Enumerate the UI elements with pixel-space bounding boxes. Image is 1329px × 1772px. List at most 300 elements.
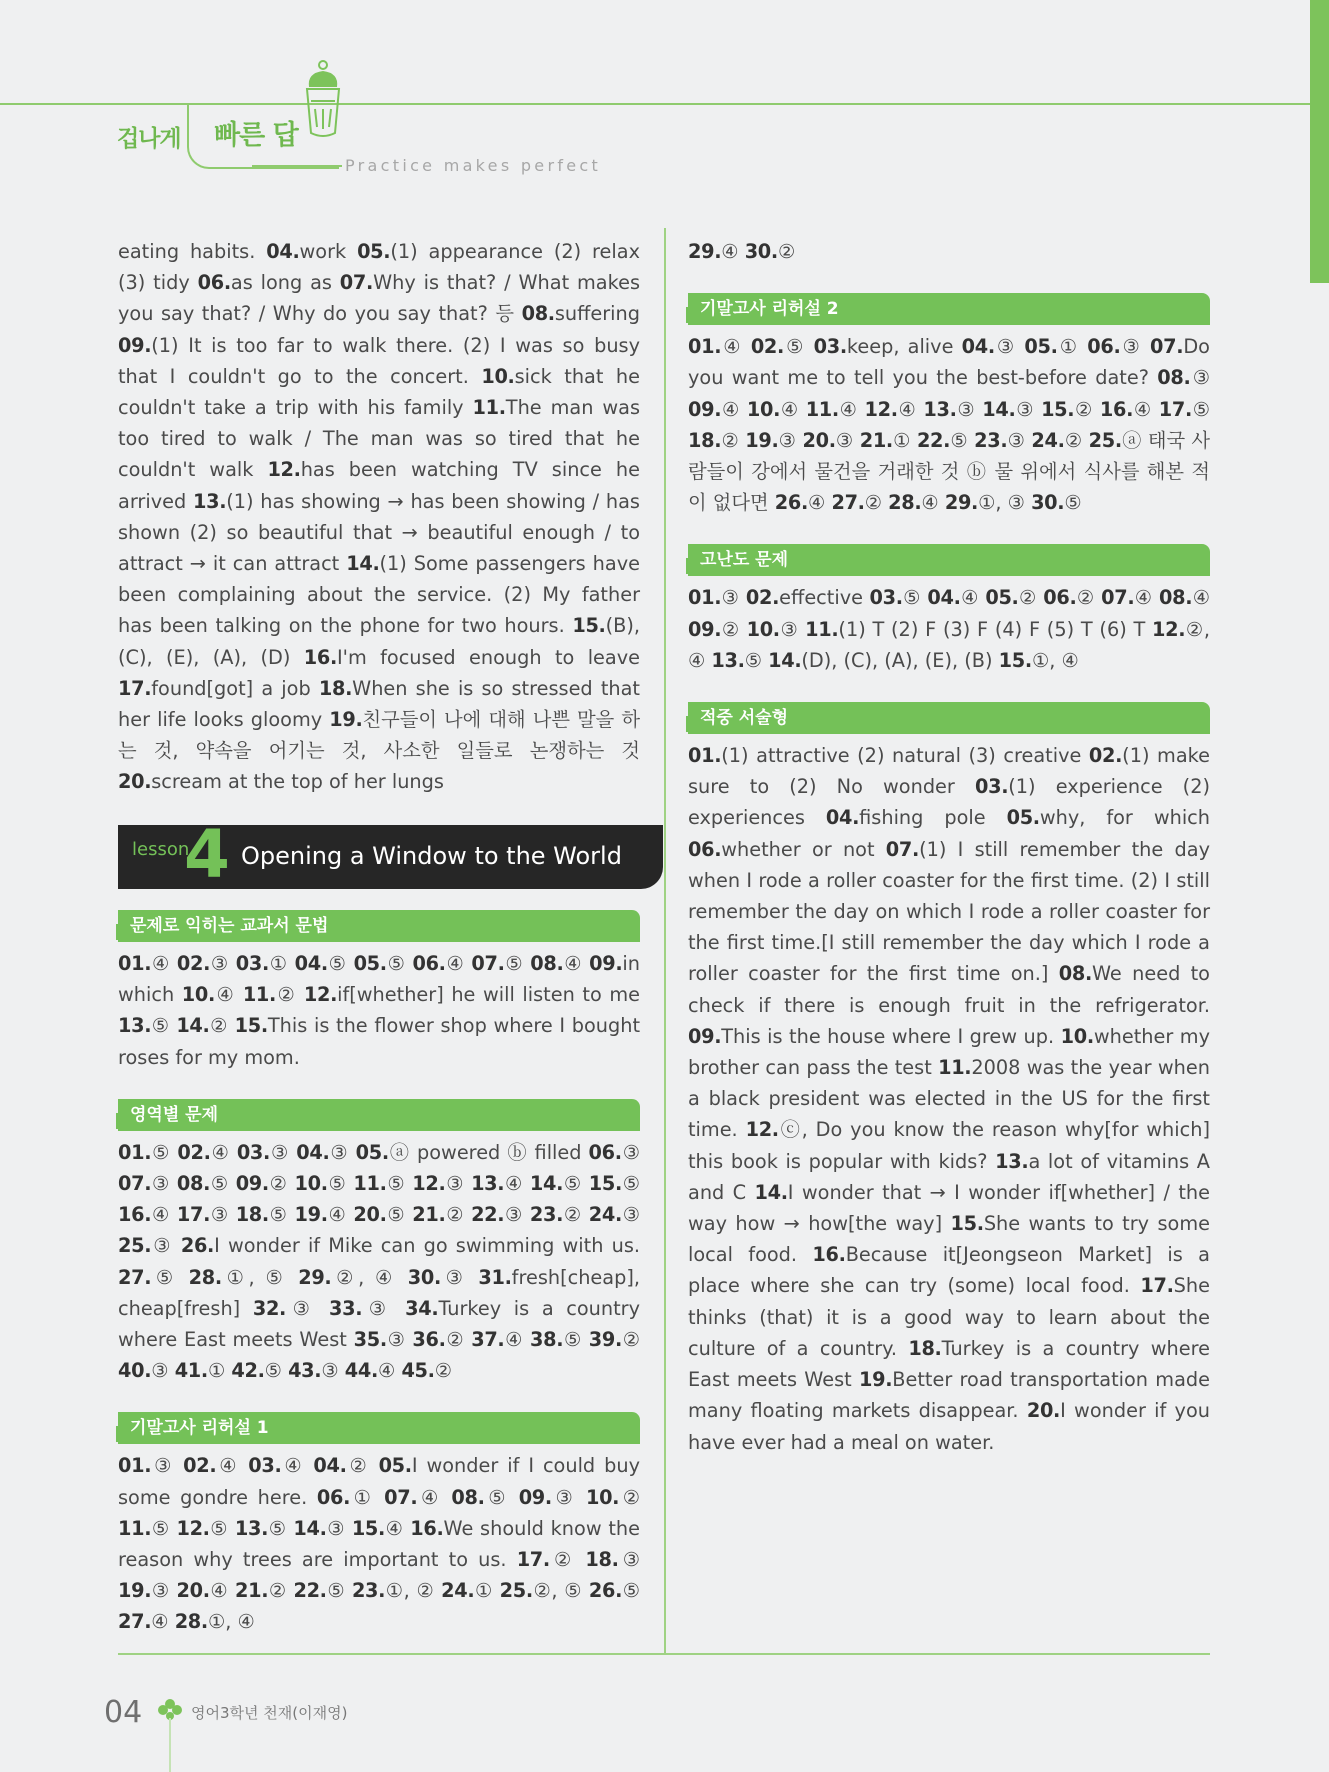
answer-text: ⑤	[504, 952, 531, 975]
item-number: 10.	[746, 617, 780, 641]
item-number: 01.	[118, 1140, 152, 1164]
item-number: 17.	[1158, 397, 1193, 421]
item-number: 41.	[174, 1359, 208, 1383]
answer-text: ③	[386, 1328, 413, 1352]
item-number: 27.	[118, 1265, 152, 1289]
item-number: 38.	[529, 1328, 564, 1352]
item-number: 07.	[339, 271, 374, 295]
item-number: 11.	[118, 1516, 152, 1540]
section-answers	[688, 331, 1210, 518]
answer-text: ④	[385, 1516, 411, 1540]
lesson-banner	[118, 816, 663, 893]
answer-text: ④	[151, 952, 177, 975]
item-number: 17.	[1140, 1274, 1174, 1298]
answer-text: This is the flower shop where I bought roses for my mom.	[118, 1014, 640, 1069]
item-number: 05.	[355, 1140, 389, 1164]
answer-text: ④	[445, 952, 472, 975]
item-number: 07.	[384, 1485, 418, 1509]
answer-text: as long as	[230, 271, 340, 295]
answer-text: ②, ④	[331, 1265, 408, 1289]
item-number: 05.	[985, 586, 1019, 610]
item-number: 23.	[351, 1579, 386, 1603]
answer-text: ⑤	[386, 1203, 413, 1227]
item-number: 03.	[235, 952, 270, 975]
answer-text: We should know the reason why trees are important to us.	[118, 1516, 640, 1572]
item-number: 04.	[266, 240, 300, 263]
item-number: 04.	[296, 1140, 330, 1164]
answer-text: ③	[210, 1203, 236, 1227]
item-number: 02.	[1088, 744, 1123, 768]
item-number: 16.	[410, 1516, 444, 1540]
item-number: 12.	[267, 458, 301, 482]
answer-text: ③	[321, 1359, 345, 1383]
item-number: 08.	[1159, 586, 1193, 610]
item-number: 18.	[318, 676, 353, 700]
answers-lesson3-cont	[118, 236, 640, 798]
answer-text: ⑤	[210, 1172, 236, 1196]
item-number: 04.	[313, 1454, 347, 1478]
answer-text: ④	[504, 1328, 530, 1352]
item-number: 10.	[481, 364, 515, 388]
answers-cont	[688, 236, 1210, 267]
answer-text: eating habits.	[118, 240, 267, 263]
item-number: 03.	[813, 335, 847, 359]
item-number: 16.	[812, 1243, 846, 1267]
tagline: Practice makes perfect	[345, 156, 602, 175]
item-number: 42.	[231, 1359, 265, 1383]
answer-text: ③	[151, 1579, 177, 1603]
item-number: 29.	[298, 1265, 332, 1289]
answer-text: ③	[504, 1203, 530, 1227]
item-number: 11.	[242, 983, 277, 1007]
answer-text: fresh[cheap], cheap[fresh]	[118, 1265, 641, 1320]
item-number: 05.	[1024, 335, 1058, 359]
item-number: 15.	[1041, 397, 1075, 421]
answer-text: ③	[779, 617, 806, 641]
item-number: 18.	[585, 1548, 619, 1572]
item-number: 06.	[1087, 335, 1121, 359]
item-number: 10.	[585, 1485, 620, 1509]
item-number: 01.	[688, 335, 722, 359]
book-title: 영어3학년 천재(이재영)	[191, 1704, 348, 1722]
answer-text: (1) attractive (2) natural (3) creative	[721, 744, 1089, 768]
item-number: 20.	[1026, 1399, 1061, 1423]
item-number: 09.	[589, 952, 623, 975]
item-number: 14.	[768, 648, 802, 672]
answer-text: ②	[721, 428, 746, 452]
item-number: 12.	[864, 397, 898, 421]
answer-text: ②	[276, 983, 304, 1007]
item-number: 02.	[750, 335, 785, 359]
item-number: 12.	[1152, 617, 1186, 641]
section-answers	[118, 1450, 640, 1637]
answer-text: ⑤	[268, 1203, 295, 1227]
section-title: 기말고사 리허설 2	[688, 293, 1210, 325]
item-number: 14.	[982, 397, 1016, 421]
answer-text: ④	[808, 491, 832, 515]
answer-text: ⑤	[268, 1516, 294, 1540]
lesson-number: 4	[184, 816, 230, 893]
item-number: 10.	[294, 1172, 328, 1196]
answer-text: ④	[1134, 586, 1160, 610]
answer-text: She wants to try some local food.	[688, 1212, 1210, 1267]
answer-text: (1) T (2) F (3) F (4) F (5) T (6) T	[838, 617, 1153, 641]
item-number: 03.	[869, 586, 903, 610]
item-number: 01.	[118, 1454, 152, 1478]
item-number: 08.	[521, 302, 555, 326]
answer-text: ⑤	[744, 648, 769, 672]
item-number: 45.	[401, 1359, 435, 1383]
answer-text: ③	[151, 1359, 175, 1383]
answer-text: Turkey is a country where East meets West	[118, 1296, 641, 1352]
answer-text: ③	[270, 1140, 297, 1164]
answer-text: ①	[269, 952, 295, 975]
item-number: 07.	[118, 1172, 152, 1196]
answer-text: (1) I still remember the day when I rode a roller coaster for the first time. (2) I still remember the day on which I rode a roller coaster for the first time.[I still remember the day which I rode a roller coaster for the first time on.]	[688, 837, 1210, 986]
answer-text: ④	[417, 1485, 452, 1509]
answer-text: Because it[Jeongseon Market] is a place where she can try (some) local food.	[688, 1243, 1210, 1298]
answer-text: ①	[892, 428, 917, 452]
item-number: 10.	[181, 983, 216, 1007]
answer-text: has been watching TV since he arrived	[118, 458, 640, 513]
answer-text: ④	[327, 1203, 354, 1227]
item-number: 21.	[412, 1203, 446, 1227]
item-number: 03.	[236, 1140, 271, 1164]
answer-text: ③	[326, 1516, 352, 1540]
answer-text: a lot of vitamins A and C	[688, 1149, 1210, 1204]
answer-text: I wonder if I could buy some gondre here.	[118, 1454, 640, 1509]
item-number: 24.	[1031, 428, 1065, 452]
item-number: 13.	[234, 1516, 269, 1540]
item-number: 28.	[174, 1610, 208, 1634]
answer-text: ⑤	[386, 952, 413, 975]
item-number: 12.	[412, 1172, 446, 1196]
answer-text: ①, ⑤	[221, 1265, 299, 1289]
answer-text: (1) experience (2) experiences	[688, 775, 1210, 830]
answer-text: ③	[1015, 397, 1042, 421]
item-number: 07.	[885, 837, 920, 861]
answer-text: (D), (C), (A), (E), (B)	[801, 648, 999, 672]
answer-text: ③	[1190, 366, 1210, 390]
answer-text: ④	[151, 1610, 175, 1634]
item-number: 06.	[688, 837, 722, 861]
item-number: 39.	[588, 1328, 623, 1352]
answer-text: ⑤	[563, 1172, 589, 1196]
item-number: 16.	[1099, 397, 1134, 421]
answer-text: ①	[1057, 335, 1088, 359]
item-number: 22.	[293, 1579, 327, 1603]
item-number: 28.	[888, 491, 922, 515]
item-number: 05.	[1006, 806, 1040, 830]
answer-text: ⑤	[950, 428, 975, 452]
item-number: 35.	[353, 1328, 387, 1352]
answer-text: ③	[1120, 335, 1151, 359]
column-divider	[664, 228, 666, 1653]
item-number: 13.	[995, 1149, 1029, 1173]
item-number: 08.	[530, 952, 564, 975]
answer-text: ④	[721, 397, 747, 421]
answer-text: ①, ②	[385, 1579, 442, 1603]
answer-text: Better road transportation made many floating markets disappear.	[688, 1368, 1210, 1423]
item-number: 19.	[329, 708, 363, 732]
answer-text: ②	[1064, 428, 1089, 452]
item-number: 30.	[407, 1265, 441, 1289]
item-number: 09.	[688, 617, 722, 641]
answer-text: ③	[286, 1296, 329, 1320]
item-number: 13.	[192, 489, 227, 513]
item-number: 25.	[499, 1579, 533, 1603]
answer-text: I'm focused enough to leave	[336, 645, 640, 669]
left-column-top	[118, 236, 640, 798]
answer-text: ⓐ powered ⓑ filled	[388, 1140, 589, 1164]
answer-text: Turkey is a country where East meets West	[688, 1336, 1210, 1392]
item-number: 20.	[353, 1203, 387, 1227]
answer-text: ③	[445, 1172, 472, 1196]
answer-text: ⑤	[151, 1140, 178, 1164]
item-number: 20.	[176, 1579, 210, 1603]
answer-text: ①, ③	[978, 491, 1032, 515]
item-number: 21.	[234, 1579, 269, 1603]
item-number: 17.	[176, 1203, 211, 1227]
answer-text: ②	[1076, 586, 1102, 610]
item-number: 04.	[294, 952, 328, 975]
section-title: 영역별 문제	[118, 1099, 640, 1131]
section-answers	[118, 1137, 640, 1387]
item-number: 36.	[412, 1328, 446, 1352]
item-number: 02.	[745, 586, 780, 610]
item-number: 14.	[293, 1516, 327, 1540]
answer-text: ③	[551, 1485, 586, 1509]
item-number: 01.	[688, 586, 722, 610]
answer-text: ②	[549, 1548, 586, 1572]
item-number: 19.	[745, 428, 779, 452]
answer-text: ④	[721, 240, 745, 263]
answer-text: ②	[1074, 397, 1100, 421]
item-number: 24.	[588, 1203, 623, 1227]
answer-text: sick that he couldn't take a trip with his family	[118, 364, 640, 420]
item-number: 18.	[688, 428, 722, 452]
answer-text: The man was too tired to walk / The man was so tired that he couldn't walk	[118, 396, 640, 482]
answer-text: (B), (C), (E), (A), (D)	[118, 614, 640, 669]
lesson-title: Opening a Window to the World	[241, 842, 622, 870]
answer-text: ②	[434, 1359, 452, 1383]
answer-text: I wonder if Mike can go swimming with us.	[214, 1234, 640, 1258]
item-number: 27.	[831, 491, 865, 515]
item-number: 07.	[1150, 335, 1184, 359]
answer-text: ④	[721, 335, 751, 359]
answer-text: ④	[378, 1359, 402, 1383]
item-number: 05.	[357, 240, 391, 263]
item-number: 02.	[183, 1454, 217, 1478]
item-number: 18.	[908, 1336, 942, 1360]
answer-text: ③	[778, 428, 803, 452]
answer-text: When she is so stressed that her life looks gloomy	[118, 676, 640, 732]
item-number: 23.	[974, 428, 1008, 452]
answer-text: ⓐ 태국 사람들이 강에서 물건을 거래한 것 ⓑ 물 위에서 식사를 해본 적이 없다면	[688, 428, 1211, 515]
answer-text: We need to check if there is enough fruit in the refrigerator.	[688, 962, 1210, 1017]
item-number: 09.	[688, 1024, 722, 1048]
item-number: 20.	[802, 428, 836, 452]
item-number: 06.	[412, 952, 446, 975]
item-number: 32.	[252, 1296, 287, 1320]
answer-text: ③	[622, 1203, 641, 1227]
item-number: 02.	[176, 952, 211, 975]
section-title: 문제로 익히는 교과서 문법	[118, 910, 640, 942]
item-number: 11.	[472, 396, 506, 420]
answer-text: ②	[622, 1328, 641, 1352]
answer-text: ①, ④	[207, 1610, 255, 1634]
item-number: 40.	[118, 1359, 152, 1383]
item-number: 13.	[711, 648, 745, 672]
item-number: 10.	[746, 397, 781, 421]
item-number: 17.	[516, 1548, 550, 1572]
item-number: 31.	[478, 1265, 512, 1289]
answer-text: ④	[960, 586, 986, 610]
answer-text: ④	[504, 1172, 530, 1196]
item-number: 16.	[303, 645, 337, 669]
answer-text: ⑤	[326, 1579, 352, 1603]
section-answers	[688, 740, 1210, 1458]
answer-text: ⑤	[264, 1359, 289, 1383]
item-number: 25.	[1088, 428, 1122, 452]
answer-text: if[whether] he will listen to me	[337, 983, 640, 1007]
item-number: 14.	[176, 1014, 210, 1038]
item-number: 08.	[451, 1485, 485, 1509]
answer-text: I wonder that → I wonder if[whether] / the way how → how[the way]	[688, 1180, 1210, 1236]
answer-text: ③	[835, 428, 860, 452]
answer-text: ⑤	[484, 1485, 519, 1509]
item-number: 09.	[688, 397, 722, 421]
answer-text: ②	[445, 1203, 472, 1227]
answer-text: ④	[563, 952, 590, 975]
answer-text: ②, ④	[688, 617, 1210, 672]
right-column	[688, 236, 1210, 1458]
answer-text: ②	[721, 617, 747, 641]
answer-text: 2008 was the year when a black president was elected in the US for the first time.	[688, 1056, 1210, 1142]
footer-rule	[169, 1718, 171, 1772]
answer-text: ②	[1018, 586, 1044, 610]
item-number: 04.	[961, 335, 995, 359]
answer-text: ③	[994, 335, 1025, 359]
answer-text: scream at the top of her lungs	[151, 770, 444, 794]
answer-text: ③	[210, 952, 236, 975]
item-number: 27.	[118, 1610, 152, 1634]
item-number: 25.	[118, 1234, 152, 1258]
cupcake-icon	[301, 57, 345, 141]
answer-text: ③	[621, 1140, 641, 1164]
answer-text: ③	[618, 1548, 640, 1572]
answer-text: ⑤	[151, 1265, 189, 1289]
answer-text: Do you want me to tell you the best-before date?	[688, 335, 1210, 390]
brand-small-text: 겁나게	[117, 126, 181, 152]
item-number: 26.	[774, 491, 809, 515]
answer-text: ⑤	[1192, 397, 1211, 421]
answer-text: ②	[445, 1328, 472, 1352]
answer-text: I wonder if you have ever had a meal on water.	[688, 1399, 1210, 1454]
item-number: 01.	[688, 744, 722, 768]
answer-text: ①	[207, 1359, 232, 1383]
item-number: 11.	[805, 397, 839, 421]
answer-text: ⑤	[784, 335, 814, 359]
answer-text: ①	[474, 1579, 500, 1603]
answer-text: ⑤	[386, 1172, 413, 1196]
answer-text: ④	[780, 397, 806, 421]
answer-text: ④	[921, 491, 945, 515]
item-number: 03.	[974, 775, 1009, 799]
item-number: 12.	[745, 1118, 779, 1142]
item-number: 30.	[744, 240, 778, 263]
item-number: 22.	[916, 428, 951, 452]
item-number: 18.	[235, 1203, 269, 1227]
answer-text: ③	[721, 586, 746, 610]
answer-text: ④	[209, 1579, 235, 1603]
answer-text: ④	[1192, 586, 1211, 610]
item-number: 13.	[118, 1014, 152, 1038]
answer-text: ⑤	[209, 1516, 235, 1540]
item-number: 03.	[248, 1454, 282, 1478]
item-number: 09.	[518, 1485, 552, 1509]
answer-text: ②	[209, 1014, 235, 1038]
item-number: 12.	[303, 983, 338, 1007]
answer-text: ②	[777, 240, 796, 263]
answer-text: ②	[563, 1203, 589, 1227]
item-number: 04.	[927, 586, 961, 610]
item-number: 07.	[471, 952, 505, 975]
answer-text: ①, ④	[1031, 648, 1079, 672]
answer-text: ⑤	[151, 1014, 177, 1038]
answer-text: ③	[956, 397, 983, 421]
answer-text: ③	[329, 1140, 356, 1164]
answer-text: ⓒ, Do you know the reason why[for which] this book is popular with kids?	[688, 1118, 1210, 1173]
answer-text: ⑤	[902, 586, 928, 610]
answer-text: ②	[268, 1579, 294, 1603]
answer-text: whether my brother can pass the test	[688, 1024, 1210, 1080]
item-number: 10.	[1060, 1024, 1094, 1048]
answer-text: ④	[838, 397, 865, 421]
answer-text: (1) appearance (2) relax (3) tidy	[118, 240, 640, 295]
item-number: 08.	[1157, 366, 1191, 390]
answer-text: ⑤	[151, 1516, 177, 1540]
section-title: 고난도 문제	[688, 544, 1210, 576]
item-number: 11.	[938, 1056, 972, 1080]
item-number: 33.	[329, 1296, 363, 1320]
answer-text: ③	[1007, 428, 1032, 452]
item-number: 43.	[288, 1359, 322, 1383]
item-number: 01.	[118, 952, 152, 975]
item-number: 30.	[1031, 491, 1065, 515]
answer-text: ④	[210, 1140, 237, 1164]
brand-title: 빠른 답	[214, 120, 298, 151]
item-number: 02.	[177, 1140, 211, 1164]
item-number: 44.	[344, 1359, 379, 1383]
item-number: 05.	[353, 952, 387, 975]
item-number: 06.	[588, 1140, 622, 1164]
chapter-side-tab	[1310, 0, 1329, 283]
item-number: 07.	[1101, 586, 1135, 610]
answer-text: (1) It is too far to walk there. (2) I was so busy that I couldn't go to the concert.	[118, 333, 640, 388]
answer-text: (1) Some passengers have been complaining about the service. (2) My father has been talking on the phone for two hours.	[118, 552, 640, 638]
answer-text: ④	[281, 1454, 314, 1478]
item-number: 15.	[950, 1212, 984, 1236]
answer-text: fishing pole	[859, 806, 1007, 830]
item-number: 29.	[944, 491, 979, 515]
item-number: 17.	[118, 676, 152, 700]
answer-text: keep, alive	[846, 335, 962, 359]
answer-text: found[got] a job	[151, 676, 319, 700]
item-number: 08.	[176, 1172, 211, 1196]
item-number: 11.	[805, 617, 839, 641]
item-number: 15.	[998, 648, 1032, 672]
